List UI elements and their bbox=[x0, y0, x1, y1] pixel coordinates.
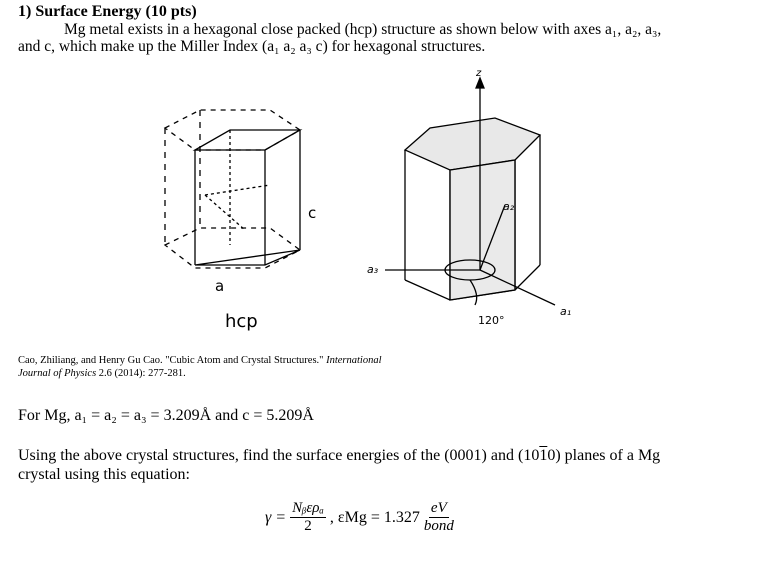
question-post: 0) planes of a Mg bbox=[547, 447, 661, 464]
eq-denominator: 2 bbox=[304, 518, 312, 534]
angle-label: 120° bbox=[478, 314, 505, 327]
label-a1: a₁ bbox=[560, 305, 572, 318]
eq-unit-den: bond bbox=[423, 518, 454, 534]
label-a: a bbox=[215, 277, 225, 295]
hexagonal-axes-diagram bbox=[385, 78, 555, 305]
label-z: z bbox=[476, 68, 482, 79]
question-text: crystal using this equation: bbox=[18, 466, 190, 483]
eq-unit-num: eV bbox=[430, 500, 447, 516]
mg-lattice-parameters: For Mg, a₁ = a₂ = a₃ = 3.209Å and c = 5.209Å bbox=[18, 407, 314, 424]
label-a2: a₂ bbox=[503, 200, 515, 213]
question-text bbox=[18, 447, 660, 465]
citation bbox=[18, 355, 382, 366]
citation-authors: Cao, Zhiliang, and Henry Gu Cao. "Cubic Atom and Crystal Structures." bbox=[18, 355, 327, 366]
citation-journal: Journal of Physics bbox=[18, 368, 97, 379]
question-bar-index: 1 bbox=[539, 447, 548, 464]
citation-details: 2.6 (2014): 277-281. bbox=[96, 368, 186, 379]
eq-numerator: Nᵦερₐ bbox=[292, 500, 324, 516]
problem-title: 1) Surface Energy (10 pts) bbox=[18, 3, 197, 20]
intro-text: and c, which make up the Miller Index (a₁ a₂ a₃ c) for hexagonal structures. bbox=[18, 38, 486, 55]
eq-unit bbox=[424, 500, 454, 535]
citation-journal: International bbox=[326, 355, 382, 366]
surface-energy-equation bbox=[265, 500, 454, 535]
eq-epsilon: , εMg = 1.327 bbox=[329, 508, 420, 526]
intro-text: Mg metal exists in a hexagonal close packed (hcp) structure as shown below with axes a₁, a₂, a₃, bbox=[64, 21, 662, 38]
label-c: c bbox=[308, 204, 317, 222]
eq-fraction bbox=[290, 500, 326, 535]
hcp-caption: hcp bbox=[225, 311, 258, 332]
label-a3: a₃ bbox=[367, 263, 379, 276]
citation bbox=[18, 368, 186, 379]
eq-gamma: γ = bbox=[265, 508, 287, 526]
question-pre: Using the above crystal structures, find the surface energies of the (0001) and (10 bbox=[18, 447, 540, 464]
hcp-unit-cell-diagram bbox=[165, 110, 300, 268]
